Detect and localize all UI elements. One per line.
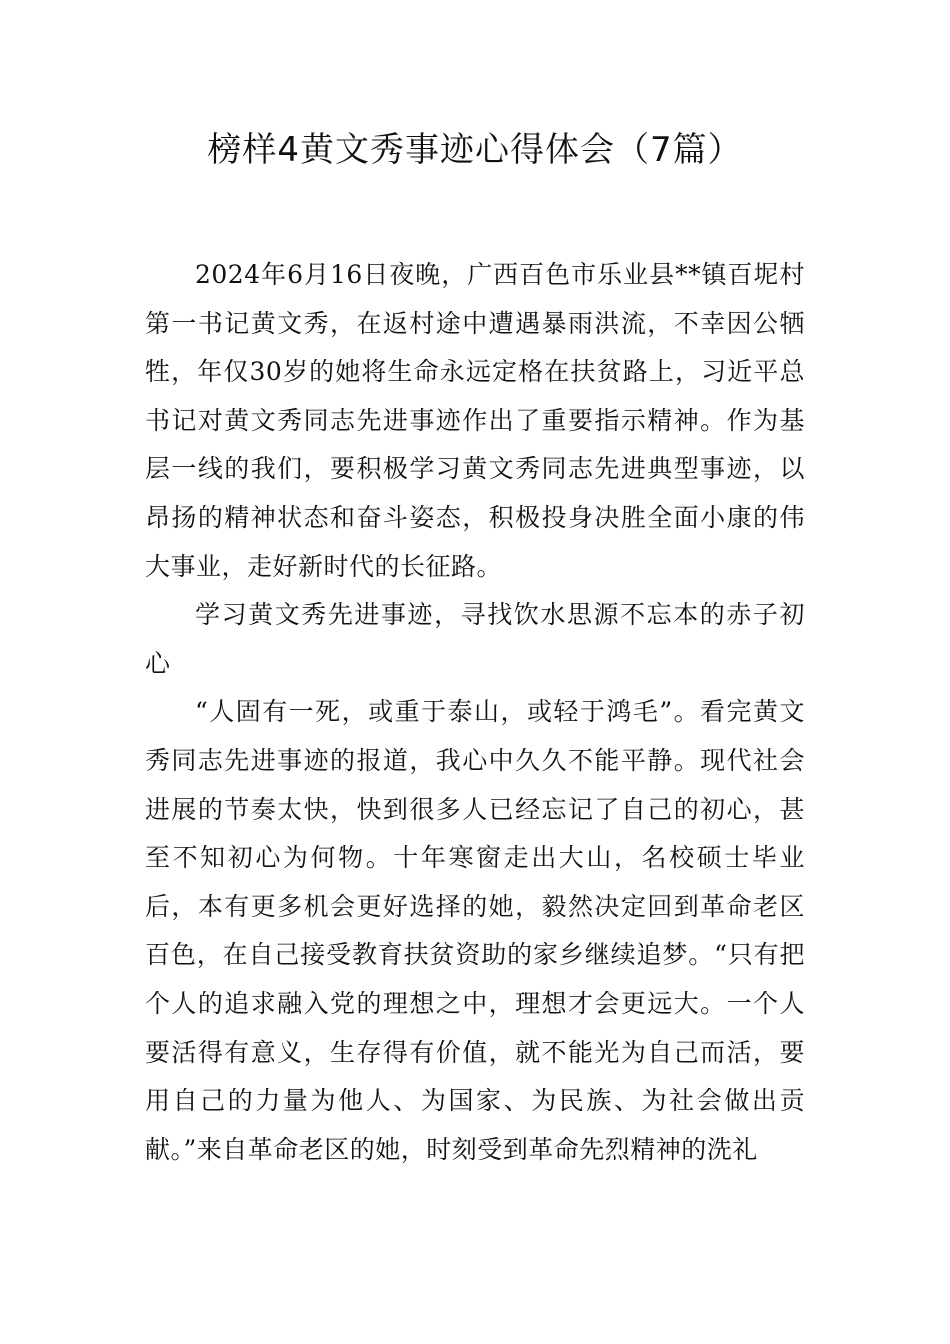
- document-body: [145, 251, 805, 1174]
- document-title: 榜样4黄文秀事迹心得体会（7篇）: [207, 130, 743, 170]
- section-heading: 学习黄文秀先进事迹，寻找饮水思源不忘本的赤子初心: [145, 600, 805, 678]
- body-paragraph: 2024年6月16日夜晚，广西百色市乐业县**镇百坭村第一书记黄文秀，在返村途中遭遇暴雨洪流，不幸因公牺牲，年仅30岁的她将生命永远定格在扶贫路上，习近平总书记对黄文秀同志先进事迹作出了重要指示精神。作为基层一线的我们，要积极学习黄文秀同志先进典型事迹，以昂扬的精神状态和奋斗姿态，积极投身决胜全面小康的伟大事业，走好新时代的长征路。: [145, 260, 805, 581]
- body-paragraph: “人固有一死，或重于泰山，或轻于鸿毛”。看完黄文秀同志先进事迹的报道，我心中久久不能平静。现代社会进展的节奏太快，快到很多人已经忘记了自己的初心，甚至不知初心为何物。十年寒窗走出大山，名校硕士毕业后，本有更多机会更好选择的她，毅然决定回到革命老区百色，在自己接受教育扶贫资助的家乡继续追梦。“只有把个人的追求融入党的理想之中，理想才会更远大。一个人要活得有意义，生存得有价值，就不能光为自己而活，要用自己的力量为他人、为国家、为民族、为社会做出贡献。”来自革命老区的她，时刻受到革命先烈精神的洗礼: [145, 697, 805, 1164]
